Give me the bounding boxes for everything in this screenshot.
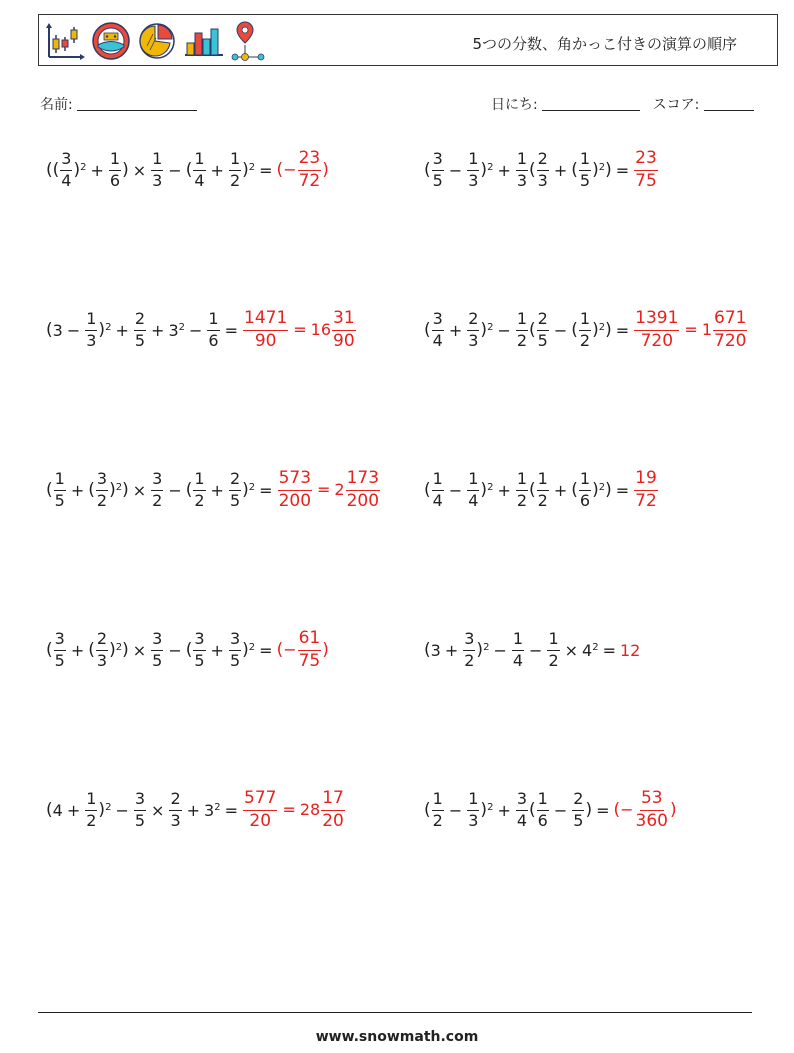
fraction: $\frac{1}{3}$ bbox=[468, 148, 479, 190]
fraction: $\frac{1}{2}$ bbox=[537, 468, 548, 510]
fraction: $\frac{1}{6}$ bbox=[109, 148, 121, 190]
answer-2: $\frac{23}{75}$ bbox=[635, 147, 657, 191]
name-field bbox=[40, 94, 197, 114]
footer-url: www.snowmath.com bbox=[315, 1029, 479, 1045]
answer-1: (− $\frac{23}{72}$ ) bbox=[276, 147, 329, 191]
percent-gauge-icon bbox=[91, 21, 131, 61]
answer-8: 12 bbox=[620, 640, 641, 660]
footer-divider bbox=[38, 1012, 752, 1013]
fraction: $\frac{1}{2}$ bbox=[432, 788, 443, 830]
fraction: $\frac{1}{6}$ bbox=[208, 308, 219, 350]
answer-10: (− $\frac{53}{360}$ ) bbox=[613, 787, 677, 831]
fraction: $\frac{3}{5}$ bbox=[432, 148, 443, 190]
fraction: $\frac{1}{4}$ bbox=[432, 468, 443, 510]
fraction: $\frac{3}{5}$ bbox=[54, 628, 65, 670]
fraction: $\frac{3}{4}$ bbox=[432, 308, 443, 350]
worksheet-title: 5つの分数、角かっこ付きの演算の順序 bbox=[472, 35, 737, 53]
fraction: $\frac{3}{2}$ bbox=[152, 468, 163, 510]
fraction: $\frac{1}{2}$ bbox=[194, 468, 205, 510]
fraction: $\frac{1}{3}$ bbox=[516, 148, 528, 190]
fraction: $\frac{1}{2}$ bbox=[86, 788, 97, 830]
date-label: 日にち: bbox=[491, 97, 538, 113]
problem-10: ( $\frac{1}{2}$ − $\frac{1}{3}$ ) $^2$ + $\frac{3}{4}$ ( $\frac{1}{6}$ − $\frac{2}{5}$ ) = (− $\frac{53}{360}$ ) bbox=[424, 787, 677, 831]
fraction: $\frac{1}{4}$ bbox=[468, 468, 479, 510]
fraction: $\frac{1}{3}$ bbox=[152, 148, 163, 190]
problem-7: ( $\frac{3}{5}$ + ( $\frac{2}{3}$ ) $^2$ ) × $\frac{3}{5}$ − ( $\frac{3}{5}$ + $\frac{3}{5}$ ) $^2$ = (− $\frac{61}{75}$ ) bbox=[46, 627, 329, 671]
fraction: $\frac{2}{5}$ bbox=[573, 788, 584, 830]
fraction: $\frac{3}{5}$ bbox=[134, 788, 146, 830]
fraction: $\frac{3}{5}$ bbox=[152, 628, 163, 670]
fraction: $\frac{1}{2}$ bbox=[229, 148, 241, 190]
problem-8: ( 3 + $\frac{3}{2}$ ) $^2$ − $\frac{1}{4}$ − $\frac{1}{2}$ × 4 $^2$ = 12 bbox=[424, 628, 641, 670]
fraction: $\frac{2}{3}$ bbox=[170, 788, 181, 830]
date-blank[interactable] bbox=[542, 110, 640, 111]
answer-7: (− $\frac{61}{75}$ ) bbox=[276, 627, 329, 671]
candlestick-chart-icon bbox=[45, 21, 85, 61]
problem-2: ( $\frac{3}{5}$ − $\frac{1}{3}$ ) $^2$ + $\frac{1}{3}$ ( $\frac{2}{3}$ + ( $\frac{1}{5}$ ) $^2$ ) = $\frac{23}{75}$ bbox=[424, 147, 657, 191]
fraction: $\frac{2}{5}$ bbox=[537, 308, 548, 350]
fraction: $\frac{3}{5}$ bbox=[229, 628, 241, 670]
fraction: $\frac{2}{5}$ bbox=[229, 468, 241, 510]
fraction: $\frac{3}{2}$ bbox=[464, 628, 475, 670]
date-score-field bbox=[491, 94, 754, 114]
name-label: 名前: bbox=[40, 97, 73, 113]
answer-6: $\frac{19}{72}$ bbox=[635, 467, 657, 511]
fraction: $\frac{1}{4}$ bbox=[194, 148, 205, 190]
score-label: スコア: bbox=[652, 97, 700, 113]
logo-strip bbox=[45, 19, 271, 63]
problem-3: ( 3 − $\frac{1}{3}$ ) $^2$ + $\frac{2}{5}$ + 3 $^2$ − $\frac{1}{6}$ = $\frac{1471}{90}$ = 16 $\frac{31}{90}$ bbox=[46, 307, 355, 351]
fraction: $\frac{1}{2}$ bbox=[516, 308, 528, 350]
fraction: $\frac{1}{2}$ bbox=[516, 468, 528, 510]
fraction: $\frac{3}{4}$ bbox=[61, 148, 72, 190]
problem-5: ( $\frac{1}{5}$ + ( $\frac{3}{2}$ ) $^2$ ) × $\frac{3}{2}$ − ( $\frac{1}{2}$ + $\frac{2}{5}$ ) $^2$ = $\frac{573}{200}$ = 2 $\frac{173}{200}$ bbox=[46, 467, 380, 511]
problem-4: ( $\frac{3}{4}$ + $\frac{2}{3}$ ) $^2$ − $\frac{1}{2}$ ( $\frac{2}{5}$ − ( $\frac{1}{2}$ ) $^2$ ) = $\frac{1391}{720}$ = 1 $\frac{671}{720}$ bbox=[424, 307, 747, 351]
fraction: $\frac{2}{3}$ bbox=[468, 308, 479, 350]
fraction: $\frac{1}{3}$ bbox=[468, 788, 479, 830]
location-pin-network-icon bbox=[231, 19, 271, 63]
answer-5: $\frac{573}{200}$ = 2 $\frac{173}{200}$ bbox=[278, 467, 380, 511]
score-blank[interactable] bbox=[704, 110, 754, 111]
fraction: $\frac{3}{5}$ bbox=[194, 628, 205, 670]
fraction: $\frac{1}{2}$ bbox=[579, 308, 591, 350]
name-blank[interactable] bbox=[77, 110, 197, 111]
fraction: $\frac{3}{2}$ bbox=[96, 468, 108, 510]
fraction: $\frac{1}{4}$ bbox=[512, 628, 524, 670]
problem-1: (( $\frac{3}{4}$ ) $^2$ + $\frac{1}{6}$ ) × $\frac{1}{3}$ − ( $\frac{1}{4}$ + $\frac{1}{2}$ ) $^2$ = (− $\frac{23}{72}$ ) bbox=[46, 147, 329, 191]
fraction: $\frac{1}{5}$ bbox=[579, 148, 591, 190]
fraction: $\frac{1}{2}$ bbox=[548, 628, 559, 670]
fraction: $\frac{1}{6}$ bbox=[579, 468, 591, 510]
fraction: $\frac{3}{4}$ bbox=[516, 788, 528, 830]
fraction: $\frac{1}{5}$ bbox=[54, 468, 65, 510]
answer-4: $\frac{1391}{720}$ = 1 $\frac{671}{720}$ bbox=[635, 307, 747, 351]
bar-chart-icon bbox=[183, 21, 225, 61]
header-box bbox=[38, 14, 778, 66]
answer-9: $\frac{577}{20}$ = 28 $\frac{17}{20}$ bbox=[244, 787, 344, 831]
pie-chart-icon bbox=[137, 21, 177, 61]
fraction: $\frac{2}{3}$ bbox=[537, 148, 548, 190]
problem-9: ( 4 + $\frac{1}{2}$ ) $^2$ − $\frac{3}{5}$ × $\frac{2}{3}$ + 3 $^2$ = $\frac{577}{20}$ = 28 $\frac{17}{20}$ bbox=[46, 787, 344, 831]
fraction: $\frac{2}{3}$ bbox=[96, 628, 108, 670]
fraction: $\frac{1}{3}$ bbox=[86, 308, 97, 350]
problem-6: ( $\frac{1}{4}$ − $\frac{1}{4}$ ) $^2$ + $\frac{1}{2}$ ( $\frac{1}{2}$ + ( $\frac{1}{6}$ ) $^2$ ) = $\frac{19}{72}$ bbox=[424, 467, 657, 511]
fraction: $\frac{1}{6}$ bbox=[537, 788, 548, 830]
fraction: $\frac{2}{5}$ bbox=[134, 308, 146, 350]
answer-3: $\frac{1471}{90}$ = 16 $\frac{31}{90}$ bbox=[244, 307, 355, 351]
